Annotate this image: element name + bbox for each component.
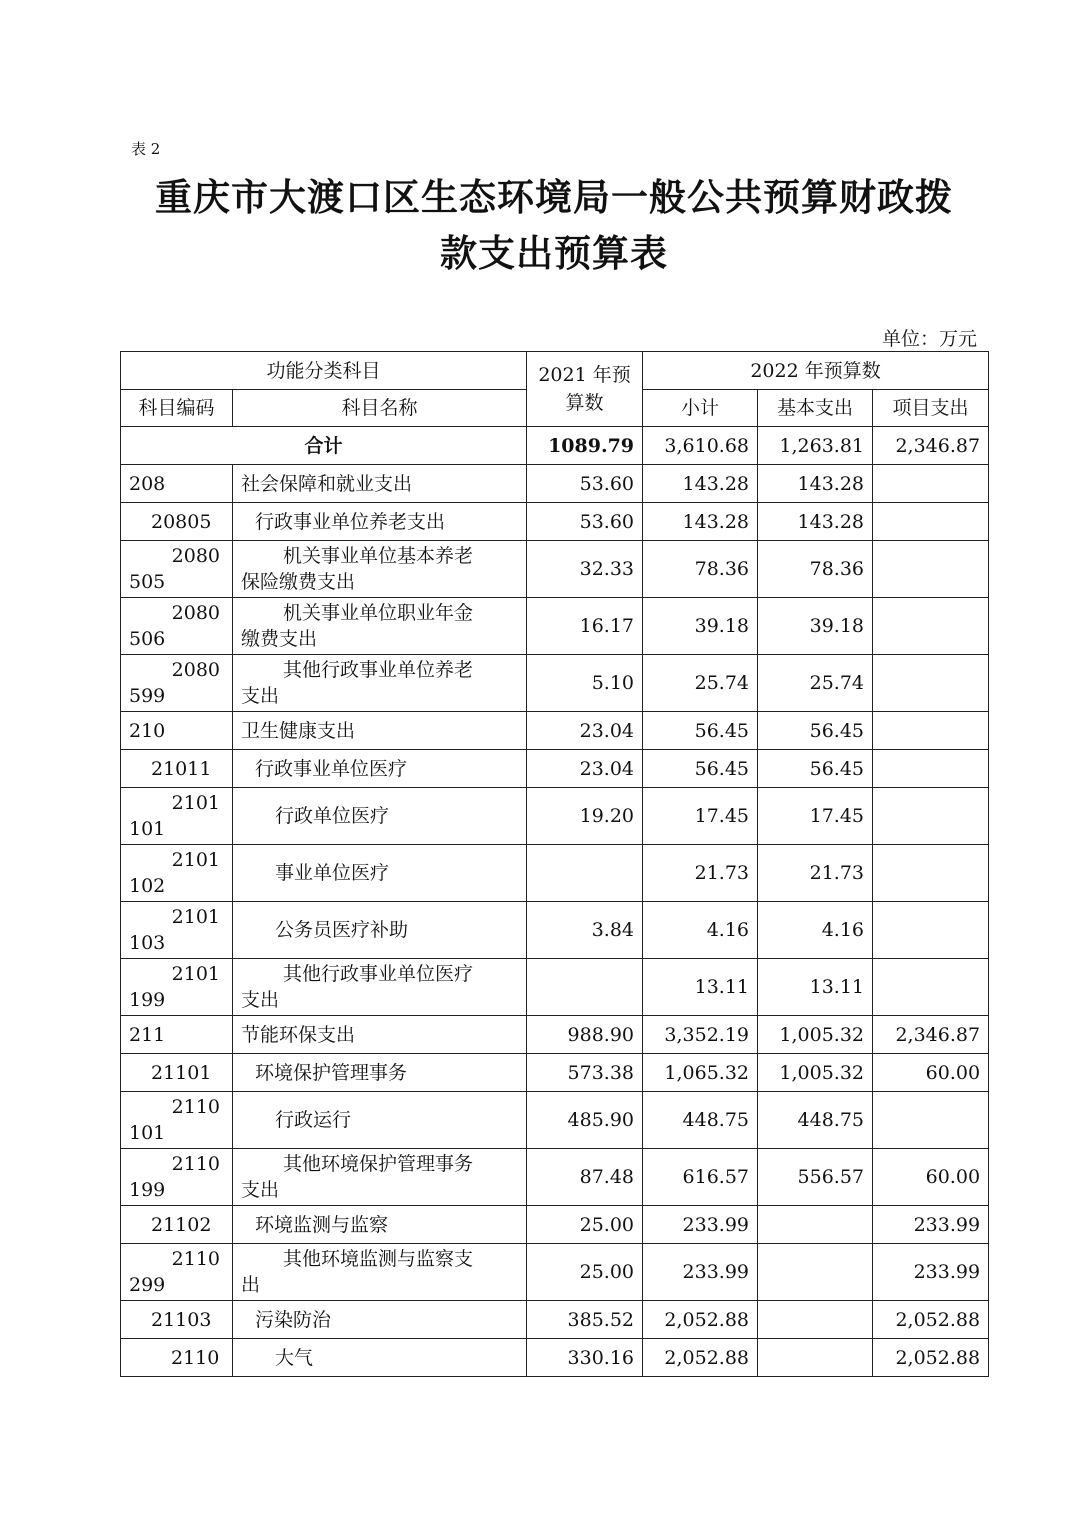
- value-project: 2,052.88: [873, 1301, 989, 1339]
- subject-name: 社会保障和就业支出: [233, 465, 527, 503]
- value-project: 233.99: [873, 1206, 989, 1244]
- value-project: [873, 959, 989, 1016]
- table-row: [121, 750, 989, 788]
- value-project: [873, 465, 989, 503]
- subject-code: 2101 101: [121, 788, 233, 845]
- subject-code: 2110 101: [121, 1092, 233, 1149]
- value-basic: [758, 1244, 873, 1301]
- value-basic: 25.74: [758, 655, 873, 712]
- table-row: [121, 1244, 989, 1301]
- total-subtotal: 3,610.68: [643, 427, 758, 465]
- subject-name: 节能环保支出: [233, 1016, 527, 1054]
- value-subtotal: 78.36: [643, 541, 758, 598]
- table-row: [121, 845, 989, 902]
- value-basic: 78.36: [758, 541, 873, 598]
- value-subtotal: 4.16: [643, 902, 758, 959]
- subject-code: 21103: [121, 1301, 233, 1339]
- header-name: 科目名称: [233, 390, 527, 427]
- header-budget-2022: 2022 年预算数: [643, 352, 989, 390]
- table-number: 表 2: [131, 140, 161, 158]
- subject-name: 行政单位医疗: [233, 788, 527, 845]
- table-row: [121, 465, 989, 503]
- value-basic: [758, 1206, 873, 1244]
- subject-name: 机关事业单位职业年金 缴费支出: [233, 598, 527, 655]
- value-2021: 53.60: [527, 503, 643, 541]
- unit-label: 单位：万元: [881, 328, 977, 350]
- value-basic: [758, 1339, 873, 1377]
- subject-code: 2110: [121, 1339, 233, 1377]
- value-2021: 23.04: [527, 750, 643, 788]
- value-project: [873, 845, 989, 902]
- table-row: [121, 655, 989, 712]
- page-title: [120, 170, 988, 282]
- subject-name: 其他行政事业单位养老 支出: [233, 655, 527, 712]
- value-subtotal: 56.45: [643, 712, 758, 750]
- subject-name: 环境保护管理事务: [233, 1054, 527, 1092]
- total-project: 2,346.87: [873, 427, 989, 465]
- value-2021: [527, 845, 643, 902]
- table-row: [121, 788, 989, 845]
- value-subtotal: 233.99: [643, 1244, 758, 1301]
- value-project: [873, 712, 989, 750]
- subject-code: 211: [121, 1016, 233, 1054]
- subject-name: 机关事业单位基本养老 保险缴费支出: [233, 541, 527, 598]
- value-basic: 56.45: [758, 750, 873, 788]
- value-basic: 39.18: [758, 598, 873, 655]
- table-row: [121, 598, 989, 655]
- header-functional: 功能分类科目: [121, 352, 527, 390]
- total-label: 合计: [121, 427, 527, 465]
- value-2021: 3.84: [527, 902, 643, 959]
- value-basic: 143.28: [758, 465, 873, 503]
- value-2021: 385.52: [527, 1301, 643, 1339]
- value-basic: 448.75: [758, 1092, 873, 1149]
- value-project: 60.00: [873, 1149, 989, 1206]
- value-project: [873, 598, 989, 655]
- total-row: [121, 427, 989, 465]
- table-row: [121, 1054, 989, 1092]
- value-project: 233.99: [873, 1244, 989, 1301]
- subject-name: 大气: [233, 1339, 527, 1377]
- subject-name: 事业单位医疗: [233, 845, 527, 902]
- value-2021: 87.48: [527, 1149, 643, 1206]
- value-basic: 143.28: [758, 503, 873, 541]
- value-basic: 556.57: [758, 1149, 873, 1206]
- value-subtotal: 25.74: [643, 655, 758, 712]
- value-2021: [527, 959, 643, 1016]
- value-project: [873, 503, 989, 541]
- header-basic: 基本支出: [758, 390, 873, 427]
- value-subtotal: 13.11: [643, 959, 758, 1016]
- header-project: 项目支出: [873, 390, 989, 427]
- value-2021: 5.10: [527, 655, 643, 712]
- value-subtotal: 3,352.19: [643, 1016, 758, 1054]
- value-basic: 17.45: [758, 788, 873, 845]
- table-row: [121, 1092, 989, 1149]
- subject-code: 2110 199: [121, 1149, 233, 1206]
- title-line-1: 重庆市大渡口区生态环境局一般公共预算财政拨: [155, 176, 953, 219]
- subject-code: 2101 103: [121, 902, 233, 959]
- subject-code: 2080 505: [121, 541, 233, 598]
- value-project: [873, 541, 989, 598]
- value-subtotal: 143.28: [643, 465, 758, 503]
- subject-code: 2110 299: [121, 1244, 233, 1301]
- title-line-2: 款支出预算表: [440, 232, 668, 275]
- value-2021: 330.16: [527, 1339, 643, 1377]
- subject-code: 21011: [121, 750, 233, 788]
- subject-name: 行政事业单位医疗: [233, 750, 527, 788]
- subject-code: 21101: [121, 1054, 233, 1092]
- subject-name: 其他行政事业单位医疗 支出: [233, 959, 527, 1016]
- value-project: [873, 750, 989, 788]
- subject-code: 20805: [121, 503, 233, 541]
- value-project: [873, 788, 989, 845]
- table-row: [121, 959, 989, 1016]
- value-subtotal: 39.18: [643, 598, 758, 655]
- header-subtotal: 小计: [643, 390, 758, 427]
- value-subtotal: 2,052.88: [643, 1301, 758, 1339]
- total-basic: 1,263.81: [758, 427, 873, 465]
- value-2021: 23.04: [527, 712, 643, 750]
- value-2021: 573.38: [527, 1054, 643, 1092]
- value-project: 2,052.88: [873, 1339, 989, 1377]
- subject-name: 环境监测与监察: [233, 1206, 527, 1244]
- subject-code: 208: [121, 465, 233, 503]
- table-row: [121, 1339, 989, 1377]
- table-row: [121, 1206, 989, 1244]
- subject-name: 行政事业单位养老支出: [233, 503, 527, 541]
- value-subtotal: 1,065.32: [643, 1054, 758, 1092]
- value-subtotal: 56.45: [643, 750, 758, 788]
- value-2021: 53.60: [527, 465, 643, 503]
- table-row: [121, 541, 989, 598]
- subject-name: 行政运行: [233, 1092, 527, 1149]
- value-basic: 21.73: [758, 845, 873, 902]
- value-2021: 19.20: [527, 788, 643, 845]
- subject-code: 2101 199: [121, 959, 233, 1016]
- table-row: [121, 712, 989, 750]
- value-2021: 485.90: [527, 1092, 643, 1149]
- subject-name: 污染防治: [233, 1301, 527, 1339]
- budget-table: [120, 351, 989, 1377]
- subject-name: 其他环境保护管理事务 支出: [233, 1149, 527, 1206]
- value-project: 60.00: [873, 1054, 989, 1092]
- table-row: [121, 503, 989, 541]
- value-basic: [758, 1301, 873, 1339]
- value-2021: 32.33: [527, 541, 643, 598]
- subject-name: 公务员医疗补助: [233, 902, 527, 959]
- value-subtotal: 143.28: [643, 503, 758, 541]
- value-2021: 16.17: [527, 598, 643, 655]
- value-project: 2,346.87: [873, 1016, 989, 1054]
- subject-code: 21102: [121, 1206, 233, 1244]
- value-project: [873, 1092, 989, 1149]
- value-2021: 25.00: [527, 1244, 643, 1301]
- value-subtotal: 17.45: [643, 788, 758, 845]
- value-basic: 1,005.32: [758, 1016, 873, 1054]
- value-subtotal: 21.73: [643, 845, 758, 902]
- header-budget-2021: 2021 年预算数: [527, 352, 643, 427]
- value-subtotal: 233.99: [643, 1206, 758, 1244]
- value-2021: 988.90: [527, 1016, 643, 1054]
- subject-name: 卫生健康支出: [233, 712, 527, 750]
- value-subtotal: 616.57: [643, 1149, 758, 1206]
- value-basic: 4.16: [758, 902, 873, 959]
- subject-code: 2101 102: [121, 845, 233, 902]
- value-basic: 1,005.32: [758, 1054, 873, 1092]
- subject-code: 2080 599: [121, 655, 233, 712]
- subject-code: 2080 506: [121, 598, 233, 655]
- value-subtotal: 2,052.88: [643, 1339, 758, 1377]
- value-subtotal: 448.75: [643, 1092, 758, 1149]
- value-basic: 56.45: [758, 712, 873, 750]
- value-2021: 25.00: [527, 1206, 643, 1244]
- table-row: [121, 1149, 989, 1206]
- value-basic: 13.11: [758, 959, 873, 1016]
- value-project: [873, 655, 989, 712]
- table-row: [121, 902, 989, 959]
- subject-code: 210: [121, 712, 233, 750]
- value-project: [873, 902, 989, 959]
- table-row: [121, 1016, 989, 1054]
- header-code: 科目编码: [121, 390, 233, 427]
- subject-name: 其他环境监测与监察支 出: [233, 1244, 527, 1301]
- table-row: [121, 1301, 989, 1339]
- total-2021: 1089.79: [527, 427, 643, 465]
